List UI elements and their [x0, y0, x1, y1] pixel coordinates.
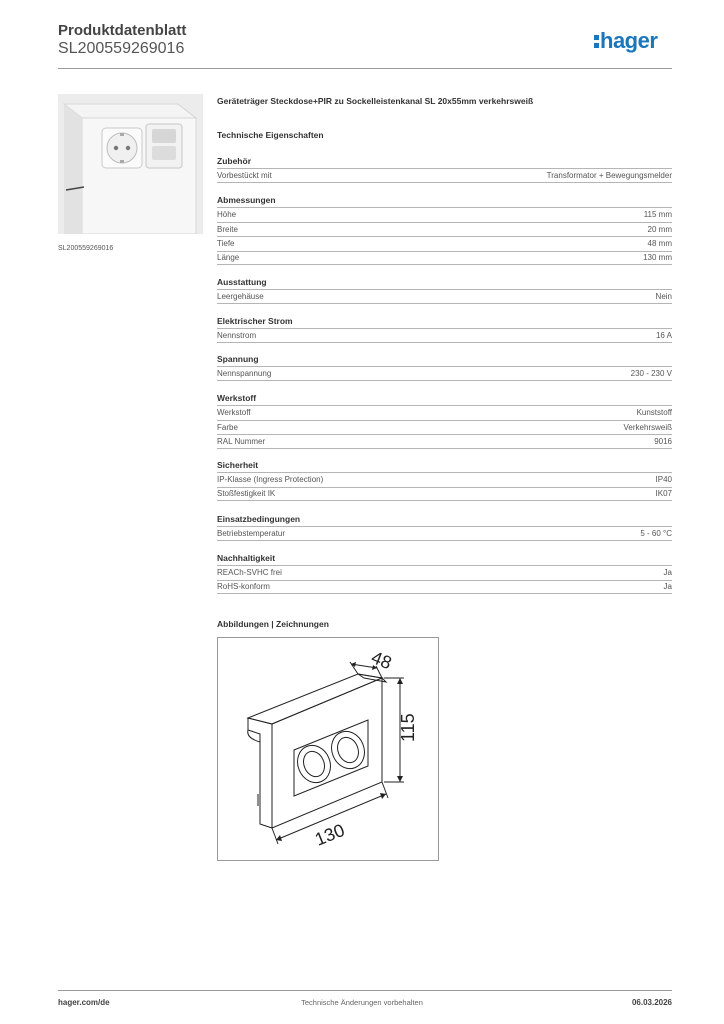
- property-value: IP40: [655, 475, 672, 485]
- property-label: Breite: [217, 224, 238, 234]
- property-label: Werkstoff: [217, 408, 251, 418]
- property-value: 20 mm: [647, 224, 672, 234]
- property-label: Betriebstemperatur: [217, 528, 286, 538]
- property-value: Ja: [663, 568, 672, 578]
- section-title: Zubehör: [217, 156, 251, 166]
- property-label: Stoßfestigkeit IK: [217, 489, 276, 499]
- section-nachhaltigkeit: [217, 553, 672, 594]
- section-title: Abmessungen: [217, 195, 276, 205]
- property-row: [217, 565, 672, 580]
- property-label: Länge: [217, 253, 240, 263]
- section-title: Werkstoff: [217, 393, 257, 403]
- property-label: RoHS-konform: [217, 582, 270, 592]
- section-werkstoff: [217, 393, 672, 449]
- section-title: Spannung: [217, 354, 259, 364]
- section-zubehoer: [217, 156, 672, 183]
- property-value: Ja: [663, 582, 672, 592]
- property-row: [217, 328, 672, 343]
- property-value: IK07: [655, 489, 672, 499]
- technical-properties-heading: Technische Eigenschaften: [217, 130, 324, 140]
- product-photo-image: [58, 94, 203, 234]
- property-row: [217, 405, 672, 420]
- property-label: Tiefe: [217, 239, 235, 249]
- drawings-heading: Abbildungen | Zeichnungen: [217, 619, 329, 629]
- property-value: 48 mm: [647, 239, 672, 249]
- section-elektrischer-strom: [217, 316, 672, 343]
- property-row: [217, 222, 672, 237]
- property-label: IP-Klasse (Ingress Protection): [217, 475, 324, 485]
- footer-note: Technische Änderungen vorbehalten: [301, 998, 423, 1007]
- property-value: 9016: [654, 436, 672, 446]
- section-title: Nachhaltigkeit: [217, 553, 276, 563]
- footer-divider: [58, 990, 672, 991]
- property-row: [217, 168, 672, 183]
- dimension-drawing: [217, 637, 439, 861]
- property-row: [217, 420, 672, 435]
- section-title: Elektrischer Strom: [217, 316, 293, 326]
- article-number: SL200559269016: [58, 40, 185, 57]
- footer-date: 06.03.2026: [631, 998, 672, 1007]
- photo-caption: SL200559269016: [58, 245, 114, 252]
- logo-text: hager: [600, 28, 658, 53]
- property-row: [217, 472, 672, 487]
- page-title: Produktdatenblatt: [58, 22, 187, 39]
- property-row: [217, 289, 672, 304]
- dimension-drawing-svg: [218, 638, 438, 860]
- property-row: [217, 487, 672, 502]
- dim-height-label: 115: [398, 713, 418, 742]
- property-value: 115 mm: [643, 210, 672, 220]
- dim-depth-label: 48: [368, 647, 395, 674]
- property-value: Kunststoff: [636, 408, 672, 418]
- property-row: [217, 236, 672, 251]
- property-value: Transformator + Bewegungsmelder: [546, 170, 672, 180]
- section-einsatzbedingungen: [217, 514, 672, 541]
- section-abmessungen: [217, 195, 672, 265]
- property-row: [217, 580, 672, 595]
- property-value: 16 A: [655, 330, 672, 340]
- section-title: Sicherheit: [217, 460, 259, 470]
- footer-website: hager.com/de: [58, 998, 110, 1007]
- property-value: 230 - 230 V: [630, 368, 672, 378]
- property-value: Verkehrsweiß: [623, 422, 672, 432]
- property-value: 130 mm: [643, 253, 672, 263]
- property-row: [217, 434, 672, 449]
- property-label: Nennstrom: [217, 330, 257, 340]
- section-sicherheit: [217, 460, 672, 501]
- property-row: [217, 366, 672, 381]
- logo-dots-icon: [594, 34, 599, 48]
- property-label: Höhe: [217, 210, 237, 220]
- property-row: [217, 207, 672, 222]
- property-label: Farbe: [217, 422, 238, 432]
- dim-length-label: 130: [312, 819, 348, 850]
- property-label: Nennspannung: [217, 368, 272, 378]
- header-divider: [58, 68, 672, 69]
- property-row: [217, 526, 672, 541]
- product-photo: [58, 94, 203, 234]
- property-label: Vorbestückt mit: [217, 170, 272, 180]
- product-description: Geräteträger Steckdose+PIR zu Sockelleistenkanal SL 20x55mm verkehrsweiß: [217, 96, 534, 106]
- property-label: REACh-SVHC frei: [217, 568, 282, 578]
- property-row: [217, 251, 672, 266]
- section-spannung: [217, 354, 672, 381]
- property-value: 5 - 60 °C: [640, 528, 672, 538]
- brand-logo: [594, 28, 657, 54]
- section-ausstattung: [217, 277, 672, 304]
- property-label: RAL Nummer: [217, 436, 266, 446]
- property-value: Nein: [655, 291, 672, 301]
- section-title: Einsatzbedingungen: [217, 514, 301, 524]
- section-title: Ausstattung: [217, 277, 267, 287]
- property-label: Leergehäuse: [217, 291, 264, 301]
